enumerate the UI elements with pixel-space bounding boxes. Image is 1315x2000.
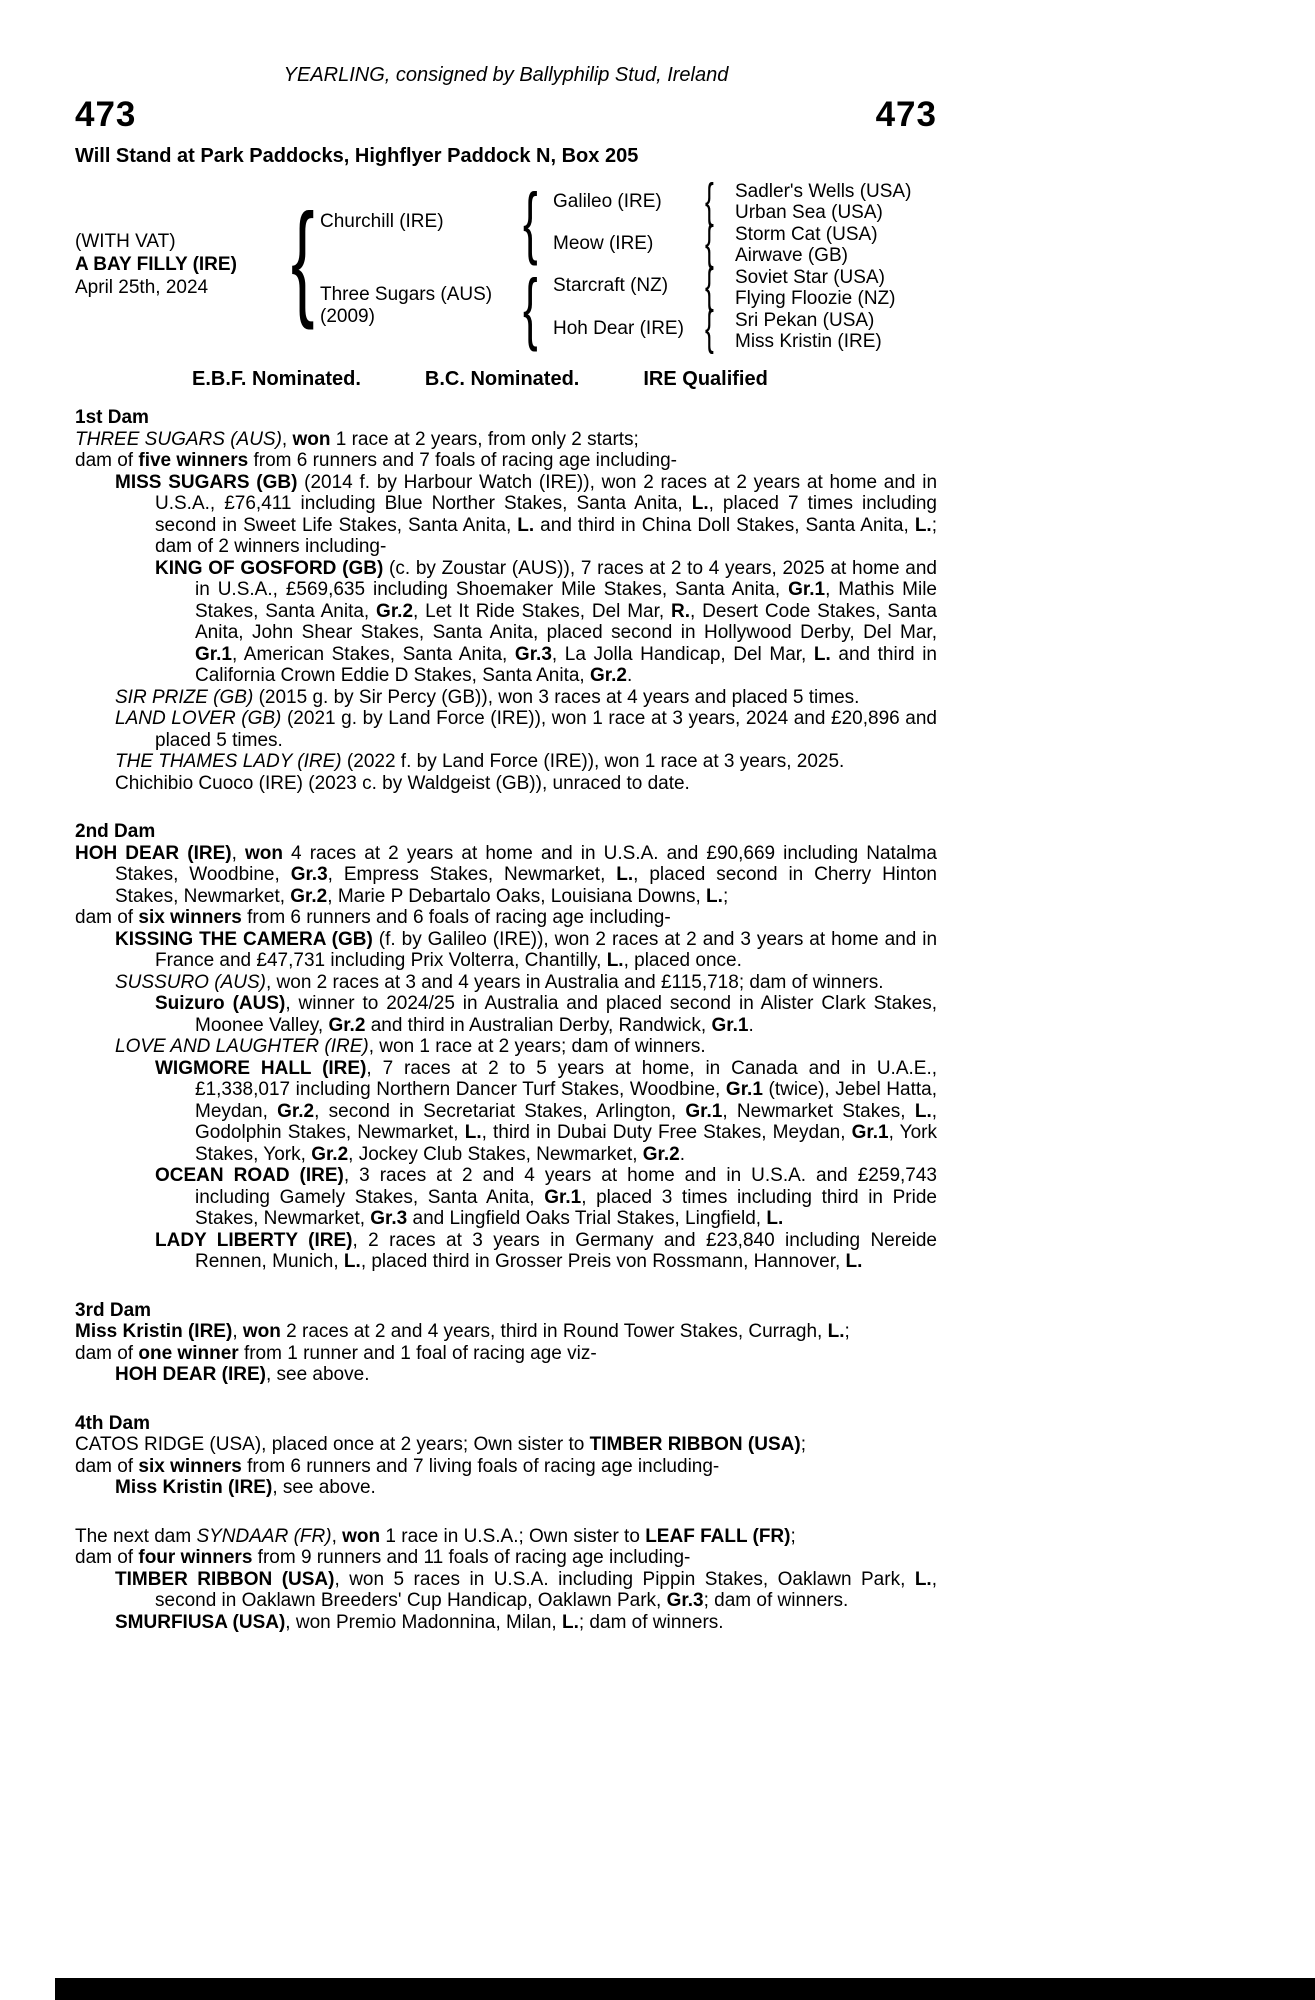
section-heading: 1st Dam: [75, 407, 149, 428]
bold-run: Gr.1: [725, 1079, 763, 1100]
bc-nominated-label: B.C. Nominated.: [424, 368, 580, 390]
pedigree-paragraph: [75, 1612, 937, 1634]
pedigree-paragraph: [75, 1434, 937, 1456]
text-run: , won 1 race at 2 years; dam of winners.: [368, 1036, 706, 1057]
bold-run: Gr.1: [195, 643, 232, 665]
pedigree-paragraph: [75, 429, 937, 451]
bold-run: L.: [561, 1611, 579, 1633]
pedigree-paragraph: [75, 1321, 937, 1343]
bold-run: four winners: [138, 1547, 253, 1568]
section-heading: 2nd Dam: [75, 821, 156, 842]
grandparent-name: Galileo (IRE): [553, 191, 662, 212]
pedigree-paragraph: [75, 1547, 937, 1569]
text-run: from 6 runners and 7 living foals of racing age including-: [241, 1455, 720, 1477]
text-run: .: [626, 665, 633, 686]
text-run: , see above.: [272, 1477, 376, 1498]
bold-run: L.: [606, 950, 624, 971]
text-run: , placed third in Grosser Preis von Rossmann, Hannover,: [360, 1251, 846, 1272]
text-run: , Marie P Debartalo Oaks, Louisiana Downs,: [327, 885, 707, 907]
pedigree-paragraph: [75, 773, 937, 795]
pedigree-brace: {: [705, 175, 714, 228]
pedigree-paragraph: [75, 972, 937, 994]
text-run: , third in Dubai Duty Free Stakes, Meydan,: [481, 1122, 852, 1143]
stand-location-note: Will Stand at Park Paddocks, Highflyer Paddock N, Box 205: [75, 145, 639, 167]
bold-run: L.: [766, 1208, 784, 1229]
pedigree-paragraph: [75, 558, 937, 687]
text-run: , Empress Stakes, Newmarket,: [327, 864, 617, 885]
text-run: , placed second in Cherry Hinton Stakes, Newmarket,: [115, 864, 937, 907]
section-heading: 4th Dam: [75, 1412, 150, 1434]
pedigree-paragraph: [75, 843, 937, 908]
text-run: from 6 runners and 7 foals of racing age including-: [248, 450, 678, 471]
text-run: and third in California Crown Eddie D Stakes, Santa Anita,: [195, 643, 937, 686]
text-run: , winner to 2024/25 in Australia and placed second in Alister Clark Stakes, Moonee Valley,: [195, 993, 938, 1036]
text-run: , won Premio Madonnina, Milan,: [285, 1611, 562, 1633]
text-run: , La Jolla Handicap, Del Mar,: [551, 643, 814, 665]
bold-run: L.: [845, 1251, 863, 1272]
bold-run: Gr.2: [277, 1100, 315, 1122]
grandparent-name: Starcraft (NZ): [553, 275, 669, 296]
text-run: dam of: [75, 907, 139, 928]
text-run: , see above.: [265, 1364, 370, 1385]
text-run: ;: [722, 885, 729, 907]
text-run: (f. by Galileo (IRE)), won 2 races at 2 and 3 years at home and in France and £47,731 including Prix Volterra, Chantilly,: [155, 928, 938, 971]
great-grandparent-name: Urban Sea (USA): [735, 202, 883, 223]
bold-run: WIGMORE HALL (IRE): [155, 1057, 367, 1079]
bold-run: Gr.1: [788, 579, 826, 600]
italic-run: SYNDAAR (FR): [196, 1525, 332, 1547]
pedigree-paragraph: [75, 993, 937, 1036]
italic-run: LAND LOVER (GB): [115, 708, 282, 729]
text-run: , placed 7 times including second in Sweet Life Stakes, Santa Anita,: [155, 493, 937, 536]
text-run: dam of: [75, 1547, 139, 1568]
dam-section: [75, 1526, 937, 1634]
text-run: ;: [790, 1525, 796, 1547]
text-run: ;: [844, 1321, 850, 1342]
great-grandparent-name: Storm Cat (USA): [735, 224, 878, 245]
text-run: , American Stakes, Santa Anita,: [231, 643, 515, 665]
bold-run: Gr.2: [642, 1143, 680, 1165]
bold-run: L.: [914, 514, 932, 536]
pedigree-paragraph: [75, 1569, 937, 1612]
great-grandparent-name: Airwave (GB): [735, 245, 848, 266]
bold-run: Gr.3: [370, 1208, 408, 1229]
pedigree-brace: {: [523, 263, 538, 352]
bold-run: Gr.1: [711, 1014, 749, 1036]
bold-run: won: [342, 1525, 381, 1547]
bold-run: six winners: [138, 907, 242, 928]
bold-run: Gr.2: [589, 665, 627, 686]
bold-run: L.: [343, 1251, 361, 1272]
sire-name: Churchill (IRE): [320, 211, 444, 232]
text-run: , second in Secretariat Stakes, Arlington,: [314, 1100, 686, 1122]
italic-run: SUSSURO (AUS): [115, 971, 266, 993]
bold-run: L.: [813, 643, 831, 665]
pedigree-paragraph: [75, 1364, 937, 1386]
bold-run: Gr.3: [514, 643, 552, 665]
text-run: and Lingfield Oaks Trial Stakes, Lingfield,: [407, 1208, 767, 1229]
text-run: (twice), Jebel Hatta, Meydan,: [195, 1079, 937, 1122]
vat-note: (WITH VAT): [75, 231, 176, 252]
dam-name: Three Sugars (AUS): [320, 284, 493, 305]
great-grandparent-name: Flying Floozie (NZ): [735, 288, 896, 309]
text-run: from 6 runners and 6 foals of racing age including-: [241, 907, 671, 928]
bold-run: L.: [706, 885, 723, 907]
text-run: from 9 runners and 11 foals of racing age including-: [252, 1547, 691, 1568]
pedigree-paragraph: [75, 1456, 937, 1478]
italic-run: LOVE AND LAUGHTER (IRE): [115, 1036, 369, 1057]
italic-run: SIR PRIZE (GB): [115, 686, 254, 708]
text-run: ,: [232, 1321, 243, 1342]
lot-number-right: 473: [875, 95, 937, 134]
horse-description: A BAY FILLY (IRE): [75, 254, 237, 275]
text-run: ; dam of winners.: [578, 1611, 724, 1633]
section-heading: 3rd Dam: [75, 1299, 152, 1321]
text-run: , 2 races at 3 years in Germany and £23,840 including Nereide Rennen, Munich,: [195, 1229, 937, 1272]
text-run: Chichibio Cuoco (IRE) (2023 c. by Waldgeist (GB)), unraced to date.: [115, 772, 690, 794]
consignor-line: YEARLING, consigned by Ballyphilip Stud, Ireland: [283, 64, 729, 86]
text-run: 1 race at 2 years, from only 2 starts;: [330, 428, 639, 450]
pedigree-paragraph: [75, 687, 937, 709]
great-grandparent-name: Soviet Star (USA): [735, 267, 885, 288]
text-run: , placed 3 times including third in Pride Stakes, Newmarket,: [195, 1186, 937, 1229]
bold-run: Gr.2: [376, 600, 414, 622]
ebf-nominated-label: E.B.F. Nominated.: [192, 368, 361, 390]
pedigree-brace: {: [291, 188, 315, 331]
bold-run: Gr.1: [851, 1122, 889, 1143]
page-bottom-scan-bar: [55, 1978, 1315, 2000]
text-run: , 7 races at 2 to 5 years at home, in Canada and in U.A.E., £1,338,017 including Northern Dancer Turf Stakes, Woodbine,: [195, 1057, 938, 1100]
bold-run: L.: [616, 864, 634, 885]
nominations-row: [75, 368, 937, 391]
bold-run: HOH DEAR (IRE): [75, 842, 232, 864]
bold-run: six winners: [138, 1455, 242, 1477]
bold-run: KING OF GOSFORD (GB): [155, 557, 384, 579]
text-run: and third in China Doll Stakes, Santa Anita,: [534, 514, 915, 536]
bold-run: won: [292, 428, 331, 450]
bold-run: R.: [671, 600, 690, 622]
pedigree-paragraph: [75, 1343, 937, 1365]
text-run: from 1 runner and 1 foal of racing age viz-: [238, 1342, 597, 1364]
bold-run: MISS SUGARS (GB): [115, 471, 298, 493]
text-run: (c. by Zoustar (AUS)), 7 races at 2 to 4 years, 2025 at home and in U.S.A., £569,635 including Shoemaker Mile Stakes, Santa Anita,: [195, 557, 938, 600]
text-run: , Desert Code Stakes, Santa Anita, John Shear Stakes, Santa Anita, placed second in Hollywood Derby, Del Mar,: [195, 600, 937, 643]
dam-section: [75, 1300, 937, 1386]
text-run: The next dam: [75, 1525, 197, 1547]
text-run: (2021 g. by Land Force (IRE)), won 1 race at 3 years, 2024 and £20,896 and placed 5 times.: [155, 708, 937, 751]
text-run: 1 race in U.S.A.; Own sister to: [380, 1525, 646, 1547]
bold-run: Gr.2: [328, 1014, 366, 1036]
bold-run: Gr.1: [685, 1100, 723, 1122]
pedigree-paragraph: [75, 907, 937, 929]
bold-run: won: [244, 842, 283, 864]
bold-run: L.: [914, 1568, 932, 1590]
text-run: , 3 races at 2 and 4 years at home and in U.S.A. and £259,743 including Gamely Stakes, Santa Anita,: [195, 1165, 937, 1208]
text-run: , Newmarket Stakes,: [722, 1100, 915, 1122]
text-run: ; dam of 2 winners including-: [155, 514, 937, 557]
bold-run: KISSING THE CAMERA (GB): [115, 928, 373, 950]
bold-run: LEAF FALL (FR): [645, 1525, 791, 1547]
text-run: (2022 f. by Land Force (IRE)), won 1 race at 3 years, 2025.: [341, 751, 845, 772]
bold-run: OCEAN ROAD (IRE): [155, 1165, 344, 1186]
italic-run: THREE SUGARS (AUS): [75, 428, 282, 450]
bold-run: TIMBER RIBBON (USA): [115, 1568, 335, 1590]
text-run: 2 races at 2 and 4 years, third in Round Tower Stakes, Curragh,: [280, 1321, 828, 1342]
bold-run: L.: [691, 493, 709, 514]
catalogue-sections: [75, 407, 937, 1633]
bold-run: HOH DEAR (IRE): [115, 1364, 266, 1385]
bold-run: Suizuro (AUS): [155, 993, 286, 1014]
pedigree-brace: {: [705, 302, 714, 355]
bold-run: Miss Kristin (IRE): [75, 1321, 233, 1342]
dam-year: (2009): [320, 306, 375, 327]
text-run: ;: [800, 1434, 806, 1455]
bold-run: LADY LIBERTY (IRE): [155, 1229, 353, 1251]
bold-run: one winner: [138, 1342, 239, 1364]
text-run: , second in Oaklawn Breeders' Cup Handicap, Oaklawn Park,: [155, 1568, 937, 1611]
pedigree-paragraph: [75, 1477, 937, 1499]
pedigree-paragraph: [75, 1058, 937, 1166]
pedigree-paragraph: [75, 1526, 937, 1548]
bold-run: L.: [464, 1122, 482, 1143]
text-run: dam of: [75, 1342, 139, 1364]
pedigree-paragraph: [75, 1036, 937, 1058]
dam-section: [75, 407, 937, 794]
bold-run: Gr.2: [311, 1143, 349, 1165]
pedigree-brace: {: [705, 260, 714, 313]
pedigree-paragraph: [75, 1230, 937, 1273]
ire-qualified-label: IRE Qualified: [643, 368, 768, 390]
text-run: , York Stakes, York,: [195, 1122, 937, 1165]
text-run: ,: [331, 1525, 343, 1547]
catalogue-page: [75, 0, 937, 1633]
great-grandparent-name: Sri Pekan (USA): [735, 310, 875, 331]
text-run: (2014 f. by Harbour Watch (IRE)), won 2 races at 2 years at home and in U.S.A., £76,411 including Blue Norther Stakes, Santa Anita,: [155, 471, 938, 514]
bold-run: Gr.3: [666, 1590, 704, 1611]
pedigree-chart: [75, 172, 937, 354]
bold-run: SMURFIUSA (USA): [115, 1611, 286, 1633]
pedigree-brace: {: [705, 217, 714, 270]
text-run: , placed once.: [623, 950, 742, 971]
pedigree-paragraph: [75, 929, 937, 972]
text-run: ,: [231, 842, 245, 864]
lot-number-row: [75, 95, 937, 135]
grandparent-name: Meow (IRE): [553, 233, 654, 254]
pedigree-paragraph: [75, 472, 937, 558]
bold-run: TIMBER RIBBON (USA): [589, 1434, 801, 1455]
bold-run: won: [242, 1321, 281, 1342]
bold-run: Gr.3: [290, 864, 328, 885]
bold-run: Gr.1: [544, 1186, 582, 1208]
text-run: , Mathis Mile Stakes, Santa Anita,: [195, 579, 938, 622]
dam-section: [75, 821, 937, 1273]
bold-run: L.: [827, 1321, 845, 1342]
bold-run: five winners: [138, 450, 249, 471]
text-run: CATOS RIDGE (USA), placed once at 2 years; Own sister to: [75, 1434, 590, 1455]
bold-run: Miss Kristin (IRE): [115, 1477, 273, 1498]
lot-number-left: 473: [75, 95, 137, 134]
text-run: , won 2 races at 3 and 4 years in Australia and £115,718; dam of winners.: [265, 971, 884, 993]
text-run: (2015 g. by Sir Percy (GB)), won 3 races at 4 years and placed 5 times.: [253, 686, 860, 708]
bold-run: L.: [914, 1100, 932, 1122]
great-grandparent-name: Miss Kristin (IRE): [735, 331, 882, 352]
pedigree-paragraph: [75, 751, 937, 773]
text-run: .: [679, 1143, 686, 1165]
text-run: , Godolphin Stakes, Newmarket,: [195, 1100, 938, 1143]
text-run: , won 5 races in U.S.A. including Pippin Stakes, Oaklawn Park,: [334, 1568, 915, 1590]
text-run: and third in Australian Derby, Randwick,: [365, 1014, 712, 1036]
text-run: , Jockey Club Stakes, Newmarket,: [348, 1143, 643, 1165]
bold-run: Gr.2: [290, 885, 328, 907]
italic-run: THE THAMES LADY (IRE): [115, 751, 342, 772]
text-run: 4 races at 2 years at home and in U.S.A. and £90,669 including Natalma Stakes, Woodbine,: [115, 842, 938, 885]
text-run: .: [748, 1014, 754, 1036]
text-run: ; dam of winners.: [703, 1590, 849, 1611]
pedigree-paragraph: [75, 450, 937, 472]
bold-run: L.: [517, 514, 535, 536]
foaling-date: April 25th, 2024: [75, 277, 209, 298]
dam-section: [75, 1413, 937, 1499]
text-run: ,: [281, 428, 293, 450]
great-grandparent-name: Sadler's Wells (USA): [735, 181, 912, 202]
grandparent-name: Hoh Dear (IRE): [553, 318, 684, 339]
text-run: , Let It Ride Stakes, Del Mar,: [413, 600, 671, 622]
pedigree-paragraph: [75, 708, 937, 751]
pedigree-paragraph: [75, 1165, 937, 1230]
pedigree-brace: {: [523, 177, 538, 266]
text-run: dam of: [75, 1455, 139, 1477]
text-run: dam of: [75, 450, 139, 471]
